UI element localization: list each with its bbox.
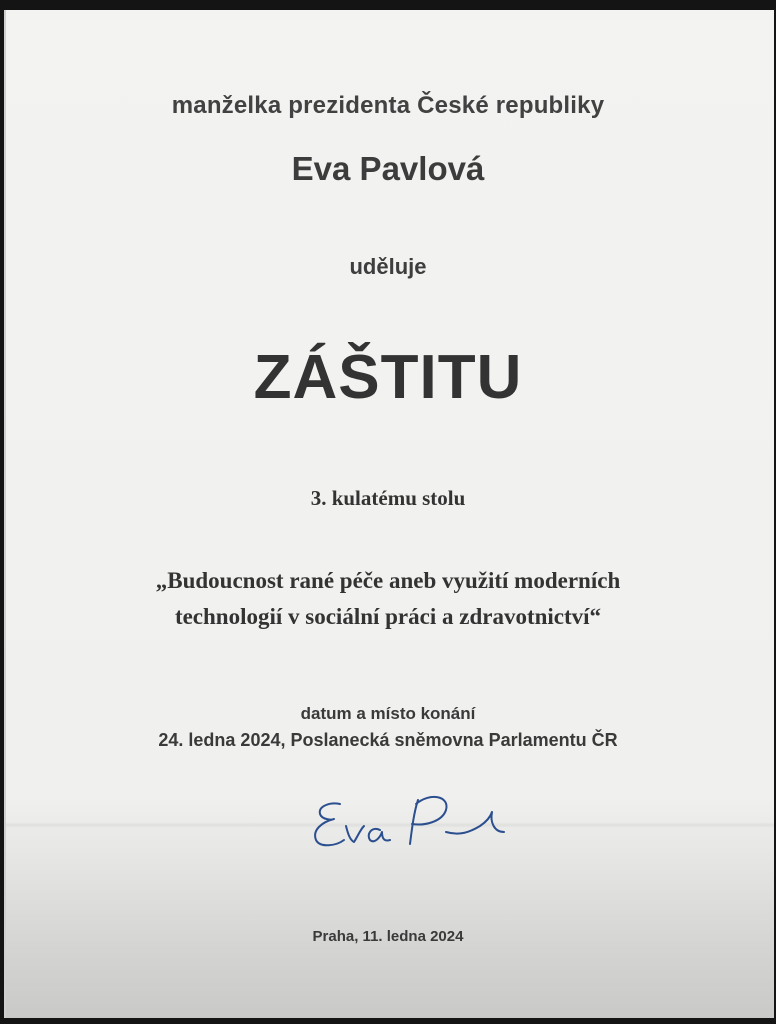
- date-label: datum a místo konání: [300, 704, 476, 723]
- event-title-line-2: technologií v sociální práci a zdravotnictví“: [174, 604, 602, 629]
- place-and-date: Praha, 11. ledna 2024: [312, 928, 464, 945]
- signature-image: [300, 782, 520, 862]
- issuer-title: manželka prezidenta České republiky: [171, 92, 605, 119]
- issuer-name: Eva Pavlová: [291, 150, 485, 187]
- event-line: 3. kulatému stolu: [310, 486, 466, 510]
- date-value: 24. ledna 2024, Poslanecká sněmovna Parlamentu ČR: [158, 730, 618, 750]
- headline: ZÁŠTITU: [253, 343, 523, 412]
- grant-verb: uděluje: [349, 254, 427, 279]
- event-title-line-1: „Budoucnost rané péče aneb využití moderních: [155, 568, 621, 593]
